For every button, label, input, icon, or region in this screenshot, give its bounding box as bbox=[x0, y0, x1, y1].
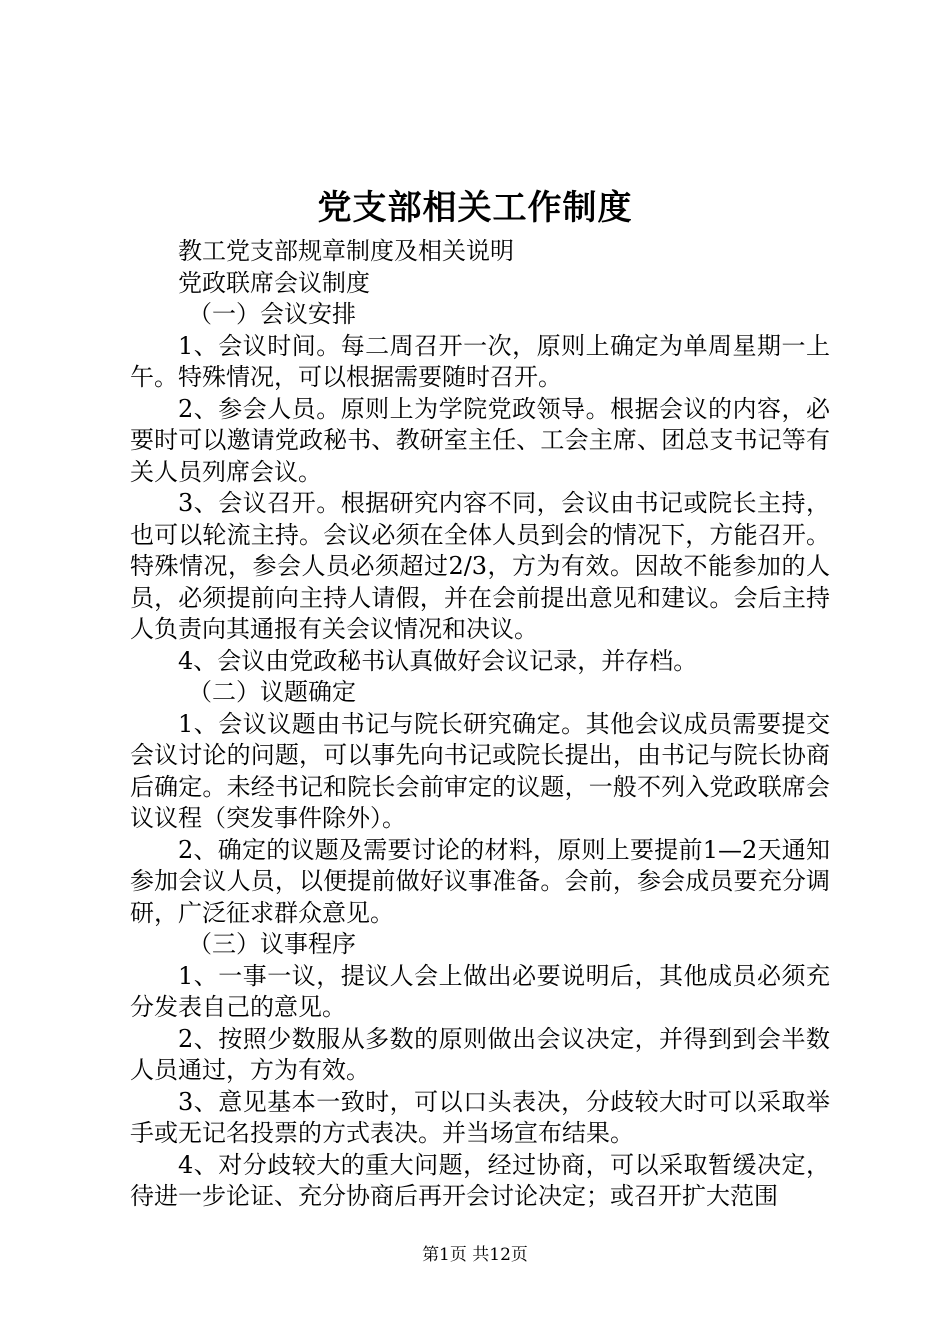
paragraph: 2、确定的议题及需要讨论的材料，原则上要提前1—2天通知参加会议人员，以便提前做好议事准备。会前，参会成员要充分调研，广泛征求群众意见。 bbox=[130, 835, 830, 927]
paragraph: 1、会议时间。每二周召开一次，原则上确定为单周星期一上午。特殊情况，可以根据需要随时召开。 bbox=[130, 331, 830, 391]
document-body bbox=[130, 236, 830, 1213]
paragraph: 1、一事一议，提议人会上做出必要说明后，其他成员必须充分发表自己的意见。 bbox=[130, 961, 830, 1021]
paragraph: 1、会议议题由书记与院长研究确定。其他会议成员需要提交会议讨论的问题，可以事先向书记或院长提出，由书记与院长协商后确定。未经书记和院长会前审定的议题，一般不列入党政联席会议议程（突发事件除外）。 bbox=[130, 709, 830, 832]
section-heading: （三）议事程序 bbox=[188, 930, 356, 958]
paragraph: 3、会议召开。根据研究内容不同，会议由书记或院长主持，也可以轮流主持。会议必须在全体人员到会的情况下，方能召开。特殊情况，参会人员必须超过2/3，方为有效。因故不能参加的人员，必须提前向主持人请假，并在会前提出意见和建议。会后主持人负责向其通报有关会议情况和决议。 bbox=[130, 489, 830, 643]
paragraph: 党政联席会议制度 bbox=[178, 268, 370, 297]
paragraph: 3、意见基本一致时，可以口头表决，分歧较大时可以采取举手或无记名投票的方式表决。并当场宣布结果。 bbox=[130, 1087, 830, 1147]
section-heading: （一）会议安排 bbox=[188, 300, 356, 328]
paragraph: 4、对分歧较大的重大问题，经过协商，可以采取暂缓决定，待进一步论证、充分协商后再开会讨论决定；或召开扩大范围 bbox=[130, 1150, 830, 1210]
paragraph: 2、按照少数服从多数的原则做出会议决定，并得到到会半数人员通过，方为有效。 bbox=[130, 1024, 830, 1084]
paragraph: 教工党支部规章制度及相关说明 bbox=[178, 237, 514, 265]
page-footer: 第1页 共12页 bbox=[422, 1245, 528, 1265]
paragraph: 2、参会人员。原则上为学院党政领导。根据会议的内容，必要时可以邀请党政秘书、教研室主任、工会主席、团总支书记等有关人员列席会议。 bbox=[130, 394, 830, 486]
paragraph: 4、会议由党政秘书认真做好会议记录，并存档。 bbox=[178, 646, 698, 675]
document-title: 党支部相关工作制度 bbox=[317, 188, 633, 228]
section-heading: （二）议题确定 bbox=[188, 678, 356, 706]
